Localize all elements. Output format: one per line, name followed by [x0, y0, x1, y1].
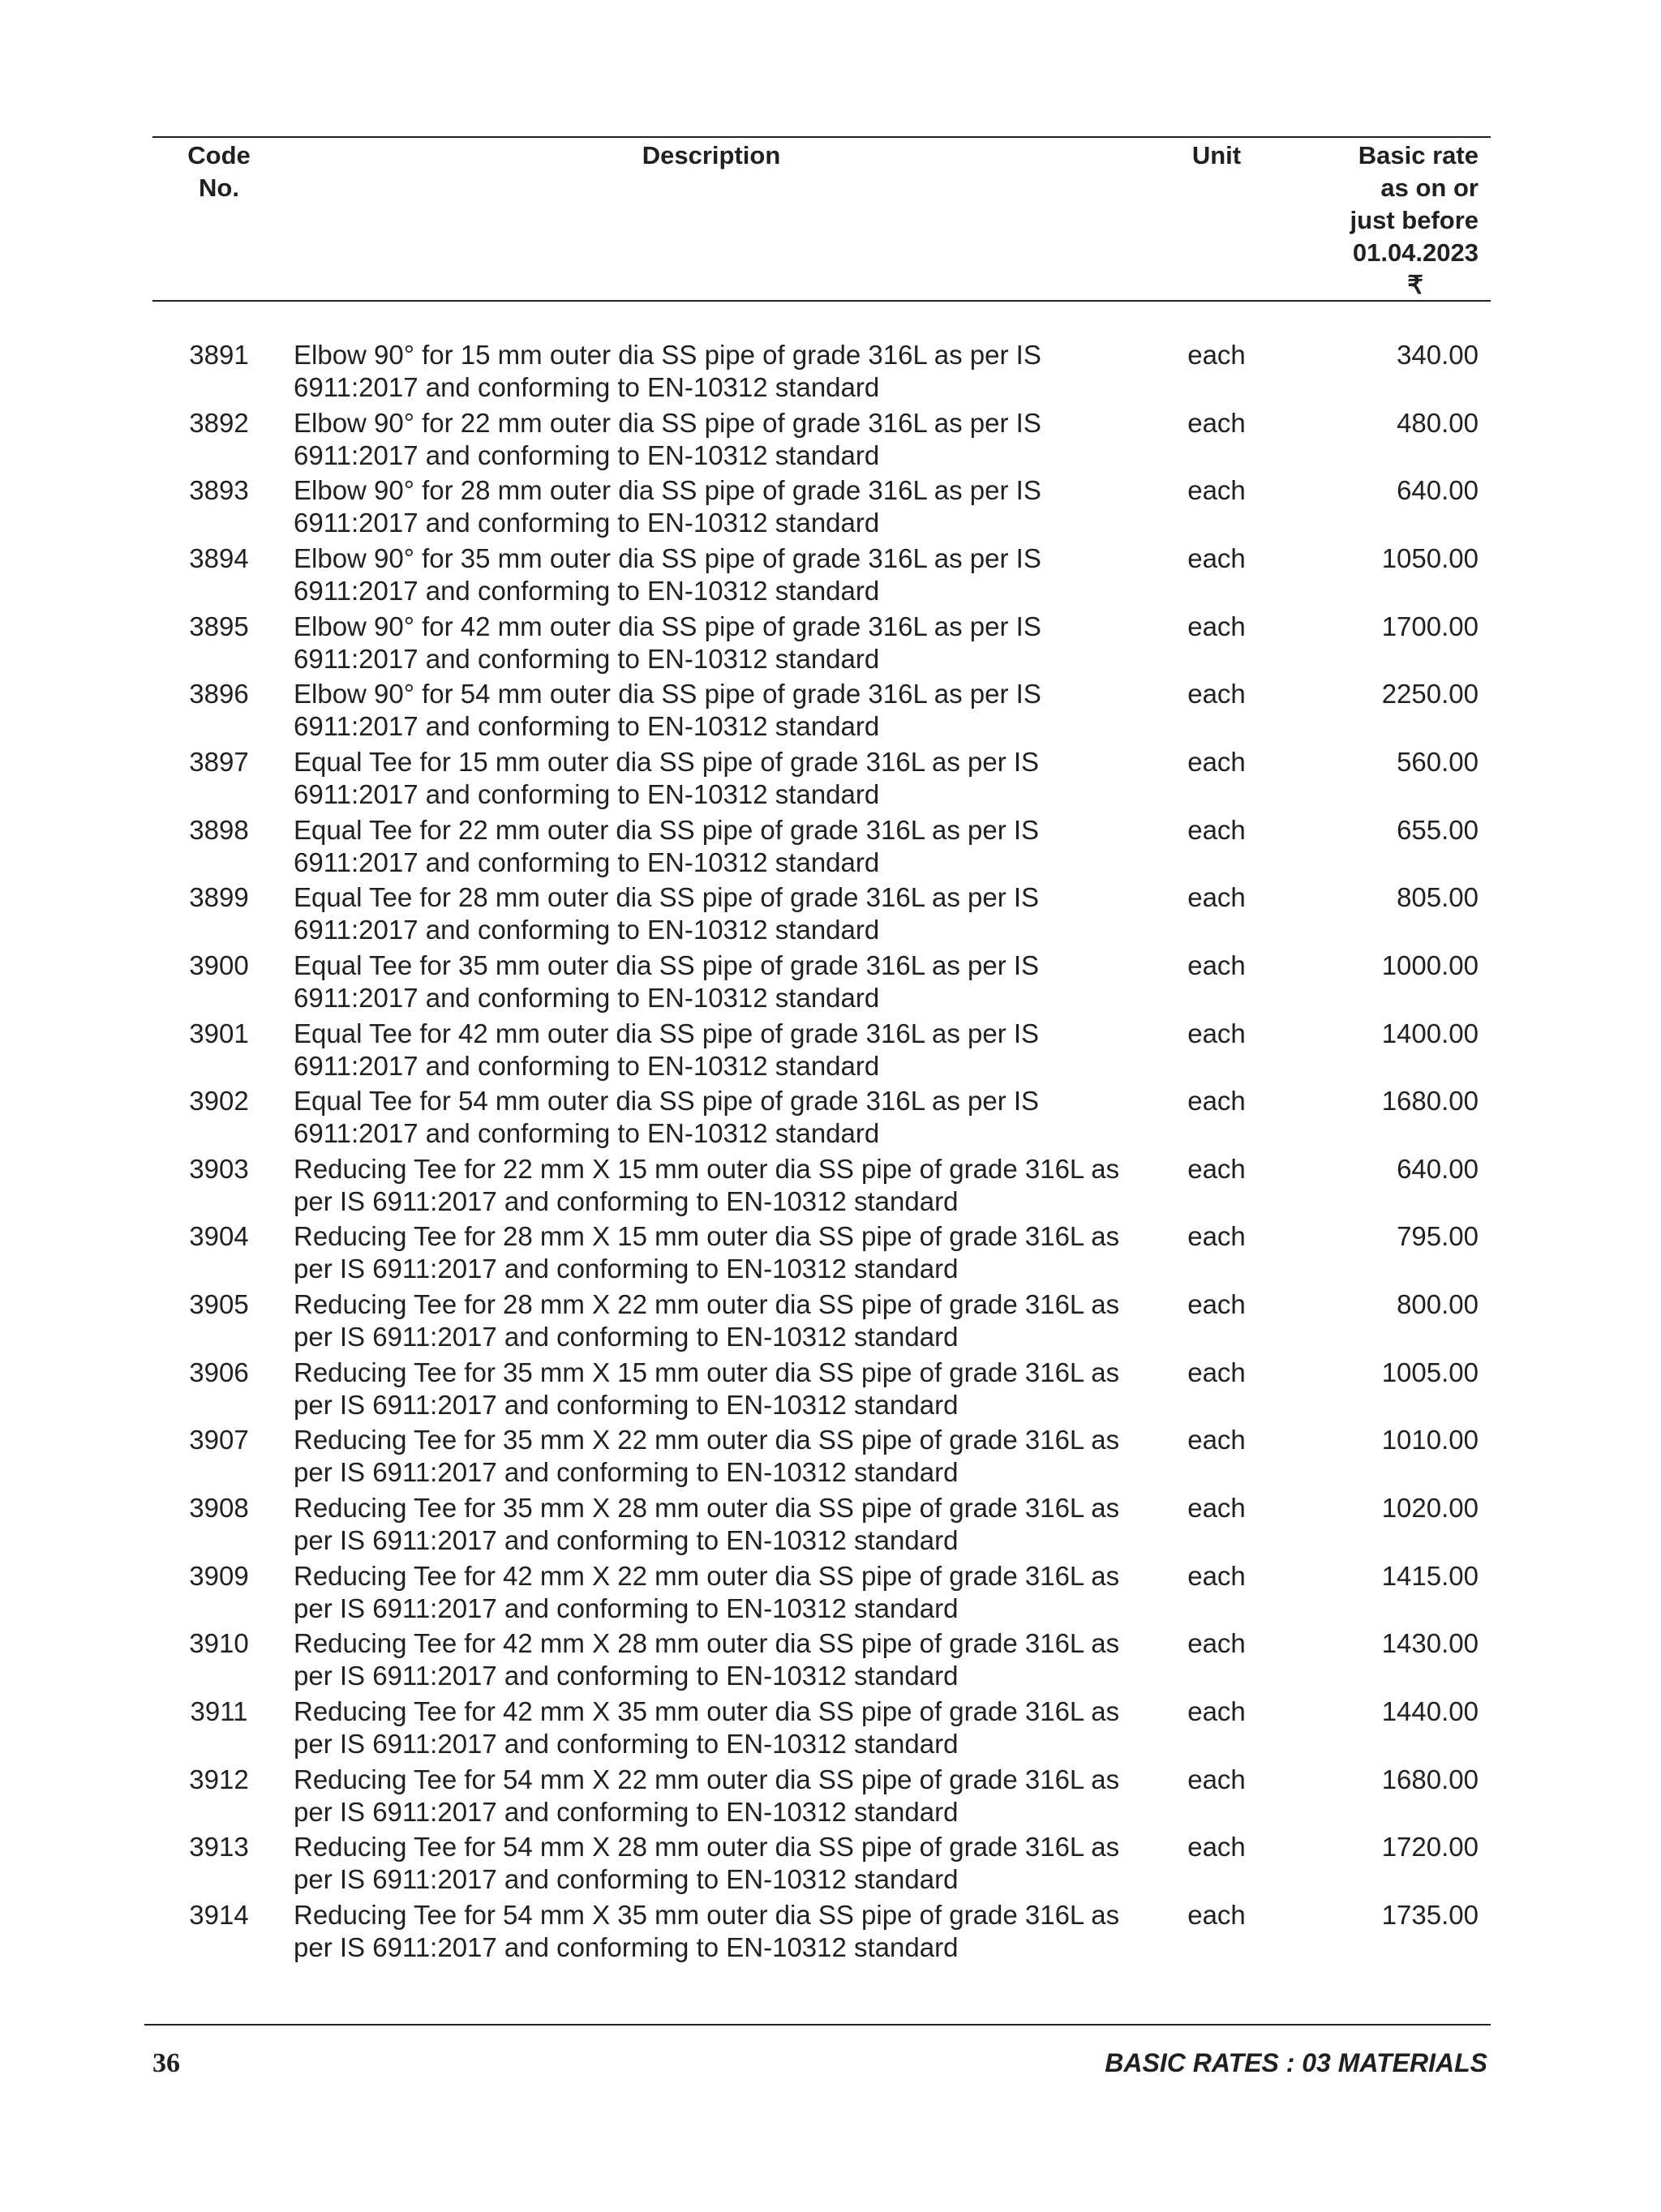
item-unit: each [1187, 814, 1246, 845]
header-rate-line-4: 01.04.2023 [1352, 238, 1479, 267]
table-row [0, 1424, 1661, 1492]
header-rate-line-1: Basic rate [1358, 141, 1479, 169]
item-unit: each [1187, 1153, 1246, 1184]
item-code: 3908 [189, 1493, 249, 1524]
item-description [294, 678, 1153, 743]
table-row [0, 1492, 1661, 1560]
item-description-line-2: per IS 6911:2017 and conforming to EN-10312 standard [294, 1931, 959, 1962]
item-description-line-1: Reducing Tee for 54 mm X 28 mm outer dia SS pipe of grade 316L as [294, 1832, 1120, 1863]
item-unit: each [1187, 882, 1246, 913]
header-description [294, 139, 1129, 172]
item-unit: each [1187, 1221, 1246, 1252]
item-code: 3911 [190, 1696, 248, 1726]
item-description-line-1: Reducing Tee for 54 mm X 22 mm outer dia SS pipe of grade 316L as [294, 1764, 1120, 1794]
table-row [0, 678, 1661, 746]
item-description-line-2: per IS 6911:2017 and conforming to EN-10312 standard [294, 1457, 959, 1488]
item-rate: 1735.00 [1381, 1899, 1479, 1930]
table-row [0, 1018, 1661, 1086]
item-rate: 480.00 [1397, 407, 1479, 438]
item-rate: 1700.00 [1381, 611, 1479, 641]
item-description [294, 1153, 1153, 1218]
item-description [294, 542, 1153, 607]
item-description-line-1: Reducing Tee for 28 mm X 15 mm outer dia SS pipe of grade 316L as [294, 1221, 1120, 1252]
item-description-line-1: Reducing Tee for 54 mm X 35 mm outer dia SS pipe of grade 316L as [294, 1899, 1120, 1930]
header-code [154, 139, 284, 204]
item-description [294, 1018, 1153, 1082]
item-description-line-1: Equal Tee for 15 mm outer dia SS pipe of grade 316L as per IS [294, 746, 1040, 777]
item-code: 3894 [189, 542, 249, 573]
item-description-line-1: Elbow 90° for 35 mm outer dia SS pipe of grade 316L as per IS [294, 542, 1041, 573]
item-description-line-1: Reducing Tee for 42 mm X 28 mm outer dia SS pipe of grade 316L as [294, 1628, 1120, 1659]
item-description-line-2: per IS 6911:2017 and conforming to EN-10312 standard [294, 1254, 959, 1284]
item-rate: 805.00 [1397, 882, 1479, 913]
item-rate: 1430.00 [1381, 1628, 1479, 1659]
item-rate: 1720.00 [1381, 1832, 1479, 1863]
item-description-line-2: per IS 6911:2017 and conforming to EN-10312 standard [294, 1525, 959, 1556]
item-description-line-1: Equal Tee for 22 mm outer dia SS pipe of grade 316L as per IS [294, 814, 1040, 845]
item-description [294, 1831, 1153, 1896]
item-code: 3893 [189, 475, 249, 506]
table-row [0, 950, 1661, 1018]
item-rate: 1680.00 [1381, 1764, 1479, 1794]
item-description-line-2: 6911:2017 and conforming to EN-10312 standard [294, 372, 880, 402]
item-description-line-2: per IS 6911:2017 and conforming to EN-10312 standard [294, 1322, 959, 1352]
item-code: 3910 [189, 1628, 249, 1659]
item-description-line-2: per IS 6911:2017 and conforming to EN-10312 standard [294, 1729, 959, 1759]
table-row [0, 1627, 1661, 1695]
item-description-line-1: Elbow 90° for 54 mm outer dia SS pipe of grade 316L as per IS [294, 679, 1041, 709]
header-rate-line-3: just before [1350, 206, 1479, 234]
item-description [294, 611, 1153, 675]
item-description-line-1: Equal Tee for 28 mm outer dia SS pipe of grade 316L as per IS [294, 882, 1040, 913]
table-top-rule [152, 136, 1491, 138]
item-description [294, 950, 1153, 1014]
item-description-line-1: Reducing Tee for 42 mm X 22 mm outer dia SS pipe of grade 316L as [294, 1560, 1120, 1591]
item-code: 3901 [189, 1018, 249, 1048]
item-rate: 800.00 [1397, 1289, 1479, 1320]
item-rate: 1415.00 [1381, 1560, 1479, 1591]
item-description-line-1: Reducing Tee for 35 mm X 28 mm outer dia SS pipe of grade 316L as [294, 1493, 1120, 1524]
item-rate: 1050.00 [1381, 542, 1479, 573]
item-rate: 1010.00 [1381, 1425, 1479, 1455]
item-unit: each [1187, 1832, 1246, 1863]
item-code: 3899 [189, 882, 249, 913]
item-code: 3895 [189, 611, 249, 641]
table-row [0, 474, 1661, 542]
item-rate: 655.00 [1397, 814, 1479, 845]
item-description-line-2: per IS 6911:2017 and conforming to EN-10312 standard [294, 1796, 959, 1827]
item-code: 3905 [189, 1289, 249, 1320]
item-description [294, 746, 1153, 811]
item-unit: each [1187, 679, 1246, 709]
header-code-line-2: No. [199, 174, 239, 202]
item-description [294, 1492, 1153, 1557]
footer-title: BASIC RATES : 03 MATERIALS [1105, 2048, 1487, 2077]
item-rate: 640.00 [1397, 1153, 1479, 1184]
item-description-line-2: per IS 6911:2017 and conforming to EN-10312 standard [294, 1864, 959, 1895]
table-row [0, 1220, 1661, 1288]
item-unit: each [1187, 1560, 1246, 1591]
item-unit: each [1187, 950, 1246, 980]
item-description-line-2: per IS 6911:2017 and conforming to EN-10312 standard [294, 1185, 959, 1216]
item-unit: each [1187, 1086, 1246, 1117]
item-unit: each [1187, 340, 1246, 370]
item-description-line-1: Elbow 90° for 28 mm outer dia SS pipe of grade 316L as per IS [294, 475, 1041, 506]
item-code: 3907 [189, 1425, 249, 1455]
item-rate: 340.00 [1397, 340, 1479, 370]
item-description [294, 1627, 1153, 1692]
item-description-line-1: Elbow 90° for 22 mm outer dia SS pipe of grade 316L as per IS [294, 407, 1041, 438]
header-unit-label: Unit [1191, 141, 1242, 169]
item-description-line-1: Equal Tee for 42 mm outer dia SS pipe of grade 316L as per IS [294, 1018, 1040, 1048]
header-basic-rate [1265, 139, 1479, 302]
item-description-line-2: 6911:2017 and conforming to EN-10312 standard [294, 847, 880, 877]
item-description-line-2: per IS 6911:2017 and conforming to EN-10312 standard [294, 1389, 959, 1420]
item-description [294, 1695, 1153, 1760]
item-description-line-2: per IS 6911:2017 and conforming to EN-10312 standard [294, 1661, 959, 1691]
item-unit: each [1187, 1899, 1246, 1930]
rupee-symbol: ₹ [1407, 271, 1423, 299]
item-code: 3904 [189, 1221, 249, 1252]
item-description-line-1: Elbow 90° for 15 mm outer dia SS pipe of grade 316L as per IS [294, 340, 1041, 370]
item-description-line-2: 6911:2017 and conforming to EN-10312 standard [294, 643, 880, 674]
item-description [294, 407, 1153, 472]
item-description [294, 474, 1153, 539]
item-unit: each [1187, 542, 1246, 573]
item-code: 3914 [189, 1899, 249, 1930]
item-unit: each [1187, 475, 1246, 506]
table-row [0, 1831, 1661, 1899]
item-description [294, 881, 1153, 946]
table-row [0, 339, 1661, 407]
table-row [0, 542, 1661, 611]
table-row [0, 881, 1661, 950]
item-rate: 560.00 [1397, 746, 1479, 777]
item-description [294, 1288, 1153, 1353]
item-unit: each [1187, 1493, 1246, 1524]
item-unit: each [1187, 1628, 1246, 1659]
item-description-line-1: Equal Tee for 35 mm outer dia SS pipe of grade 316L as per IS [294, 950, 1040, 980]
item-description [294, 339, 1153, 404]
item-code: 3913 [189, 1832, 249, 1863]
item-code: 3892 [189, 407, 249, 438]
table-row [0, 407, 1661, 475]
item-description-line-2: per IS 6911:2017 and conforming to EN-10312 standard [294, 1593, 959, 1623]
item-description-line-1: Reducing Tee for 28 mm X 22 mm outer dia SS pipe of grade 316L as [294, 1289, 1120, 1320]
item-rate: 2250.00 [1381, 679, 1479, 709]
item-rate: 795.00 [1397, 1221, 1479, 1252]
item-rate: 1020.00 [1381, 1493, 1479, 1524]
header-code-line-1: Code [187, 141, 251, 169]
item-description-line-1: Reducing Tee for 42 mm X 35 mm outer dia SS pipe of grade 316L as [294, 1696, 1120, 1726]
item-description [294, 1220, 1153, 1285]
item-description-line-2: 6911:2017 and conforming to EN-10312 standard [294, 1050, 880, 1081]
page-number: 36 [152, 2048, 180, 2078]
item-rate: 1005.00 [1381, 1357, 1479, 1387]
item-unit: each [1187, 1357, 1246, 1387]
footer-rule [144, 2024, 1491, 2026]
item-description [294, 1357, 1153, 1421]
item-description [294, 1899, 1153, 1964]
item-rate: 1000.00 [1381, 950, 1479, 980]
item-description [294, 814, 1153, 879]
item-description [294, 1424, 1153, 1489]
header-description-label: Description [642, 141, 781, 169]
item-description [294, 1085, 1153, 1150]
table-row [0, 1560, 1661, 1628]
table-row [0, 1899, 1661, 1967]
item-description-line-2: 6911:2017 and conforming to EN-10312 standard [294, 575, 880, 606]
item-code: 3897 [189, 746, 249, 777]
header-rate-line-2: as on or [1380, 174, 1479, 202]
item-unit: each [1187, 611, 1246, 641]
item-description-line-1: Equal Tee for 54 mm outer dia SS pipe of grade 316L as per IS [294, 1086, 1040, 1117]
item-description-line-1: Reducing Tee for 35 mm X 22 mm outer dia SS pipe of grade 316L as [294, 1425, 1120, 1455]
item-code: 3909 [189, 1560, 249, 1591]
table-row [0, 1153, 1661, 1221]
item-code: 3898 [189, 814, 249, 845]
item-rate: 1680.00 [1381, 1086, 1479, 1117]
table-row [0, 611, 1661, 679]
item-description [294, 1560, 1153, 1625]
item-code: 3906 [189, 1357, 249, 1387]
item-code: 3902 [189, 1086, 249, 1117]
item-rate: 1400.00 [1381, 1018, 1479, 1048]
table-row [0, 1288, 1661, 1357]
item-description-line-2: 6911:2017 and conforming to EN-10312 standard [294, 711, 880, 742]
item-code: 3912 [189, 1764, 249, 1794]
item-unit: each [1187, 407, 1246, 438]
table-row [0, 1085, 1661, 1153]
item-description-line-2: 6911:2017 and conforming to EN-10312 standard [294, 915, 880, 945]
table-row [0, 746, 1661, 814]
header-unit [1168, 139, 1265, 172]
item-description-line-2: 6911:2017 and conforming to EN-10312 standard [294, 439, 880, 470]
table-row [0, 1764, 1661, 1832]
item-rate: 1440.00 [1381, 1696, 1479, 1726]
item-code: 3900 [189, 950, 249, 980]
item-description-line-1: Elbow 90° for 42 mm outer dia SS pipe of grade 316L as per IS [294, 611, 1041, 641]
item-unit: each [1187, 1425, 1246, 1455]
item-description-line-2: 6911:2017 and conforming to EN-10312 standard [294, 982, 880, 1013]
item-description-line-1: Reducing Tee for 22 mm X 15 mm outer dia SS pipe of grade 316L as [294, 1153, 1120, 1184]
item-code: 3896 [189, 679, 249, 709]
item-description [294, 1764, 1153, 1828]
item-code: 3891 [189, 340, 249, 370]
item-description-line-1: Reducing Tee for 35 mm X 15 mm outer dia SS pipe of grade 316L as [294, 1357, 1120, 1387]
item-unit: each [1187, 1018, 1246, 1048]
item-code: 3903 [189, 1153, 249, 1184]
item-description-line-2: 6911:2017 and conforming to EN-10312 standard [294, 508, 880, 538]
item-description-line-2: 6911:2017 and conforming to EN-10312 standard [294, 778, 880, 809]
table-row [0, 1695, 1661, 1764]
item-unit: each [1187, 1696, 1246, 1726]
table-row [0, 814, 1661, 882]
item-unit: each [1187, 1764, 1246, 1794]
item-rate: 640.00 [1397, 475, 1479, 506]
item-unit: each [1187, 1289, 1246, 1320]
table-row [0, 1357, 1661, 1425]
item-description-line-2: 6911:2017 and conforming to EN-10312 standard [294, 1118, 880, 1149]
item-unit: each [1187, 746, 1246, 777]
